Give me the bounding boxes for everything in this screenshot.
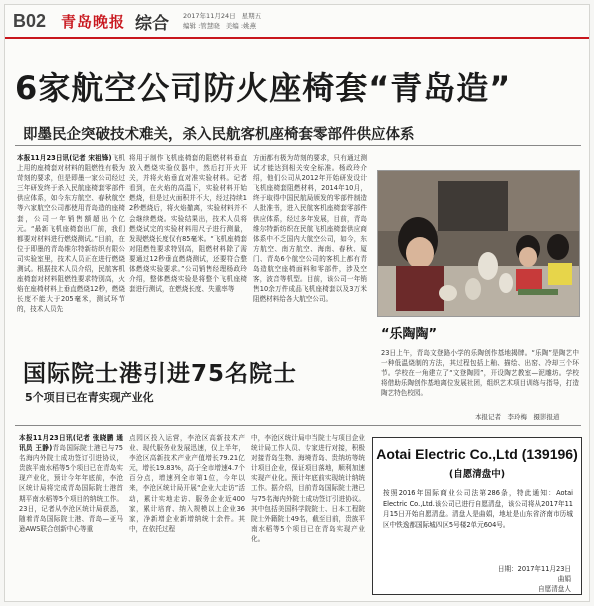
second-text-1: 青岛国际院士港已与75名海内外院士成功签订引进协议，贵族平南水稻等5个项目已在青岛实现产业化，预计今年年底前，李沧区统计局将完成青岛国际院士港首期平南水稻等5个项目的纳统工作。23日，记者从李沧区统计局获悉，随着青岛国际院士港、青岛—亚马逊AWS联合创新中心等重	[19, 444, 123, 533]
issue-meta	[183, 11, 267, 31]
newspaper-logo: 青岛晚报	[61, 12, 126, 31]
second-subheadline: 5个项目已在青实现产业化	[25, 391, 154, 404]
lead-column-2	[129, 153, 247, 353]
page-number: B02	[13, 10, 47, 31]
section-divider	[15, 425, 581, 426]
photo-title: “乐陶陶”	[381, 327, 438, 342]
headline-divider	[15, 145, 581, 146]
issue-date: 2017年11月24日	[183, 12, 236, 20]
issue-weekday: 星期五	[241, 12, 262, 20]
notice-company: Aotai Electric Co.,Ltd (139196)	[376, 446, 578, 462]
lead-text-2: 将用于制作飞机座椅套的阻燃材料垂直放入燃烧实验仪器中，然后打开火开关，并将火焰垂直对准实验材料。记者看到，在火焰的高温下，实验材料开始燃烧，但是过火面积并不大，经过持续12秒燃烧后，将火焰撤离，实验材料并不会继续燃烧。实验结果出，技术人员将燃烧试完的实验材料用尺子进行测量，发现燃烧长度仅有85毫米。“飞机座椅套对阻燃性要求特别高，阻燃材料除了需要通过12秒垂直燃烧测试，还要符合整体燃烧实验要求。”公司销售经理杨政玲介绍，整体燃烧实验是将整个飞机座椅套进行测试，在燃烧长度、失重率等	[129, 154, 247, 294]
lead-byline: 本报11月23日讯(记者 宋祖锋)	[17, 154, 112, 162]
notice-signature	[498, 564, 571, 594]
lead-column-3	[253, 153, 367, 353]
lead-text-1: 飞机上用的座椅套对材料的阻燃性有极为苛刻的要求，但是即墨一家公司经过三年研发终于杀入民航座椅套零部件供应体系，如今东方航空、春秋航空等六家航空公司都使用青岛造的座椅套，公司一年销售额超出个亿元。“最新飞机座椅套出厂前，我们都要对材料进行燃烧测试。”目前，在位于即墨的青岛维尔特新纺织有限公司实验室里，技术人员正在进行燃烧测试。根据技术人员介绍，民航客机座椅套对材料阻燃性要求特别高，火焰在座椅材料上垂直燃烧12秒，燃烧长度不能大于205毫米，测试环节的，技术人员先	[17, 154, 125, 314]
second-text-3: 中，李沧区统计局申当院士与项目企业统计局工作人员、专家进行对接，积极对接青岛生物、海境青岛、贵纳坊等统计项目企业，保证项目落地，顺利加速实现产业化。预计年底前实现统计纳统工作。据介绍，目前青岛国际院士港已与75名海内外院士成功签订引进协议。其中包括美国科学院院士、日本工程院院士外籍院士49名，截至目前，贵族平南水稻等5个项目已在青岛实现产业化。	[251, 434, 365, 543]
designer-credit: 美编 :姚燕	[225, 22, 257, 30]
second-byline: 本报11月23日讯(记者 张晓鹏 通讯员 王静)	[19, 434, 123, 453]
editor-credit: 编辑 :管慧晓	[183, 22, 220, 30]
page-header	[5, 5, 590, 39]
lead-column-1	[17, 153, 125, 353]
photo-credit: 本报记者 李玲梅 摄影报道	[475, 413, 560, 421]
section-name: 综合	[135, 13, 170, 34]
lead-subheadline: 即墨民企突破技术难关，杀入民航客机座椅套零部件供应体系	[23, 127, 415, 143]
second-column-2	[129, 433, 245, 598]
second-column-1	[19, 433, 123, 598]
lead-headline: 6家航空公司防火座椅套“青岛造”	[15, 69, 512, 107]
notice-body: 按照2016年国际商业公司法第286条，特此通知：Aotai Electric Co.,Ltd.该公司已进行自愿清盘，该公司将从2017年11月15日开始自愿清盘。清盘人是曲娟，地址是山东省济南市历城区中铁逸都国际城四区5号楼2单元604号。	[383, 489, 573, 529]
photo-caption: 23日上午，青岛文登路小学的乐陶创作基地揭牌。“乐陶”是陶艺中一种低温烧制的方法，其过程包括上釉、描绘、出窑、冷却三个环节。学校在一角建立了“文登陶园”，开设陶艺教室—泥雕坊。学校将借助乐陶创作基地离位发展社团，组织艺术项目训练与指导，打造陶艺特色校园。	[381, 349, 579, 397]
notice-signer-role: 自愿清盘人	[538, 585, 571, 593]
second-text-2: 点园区投入运营，李沧区高新技术产业、现代服务业发展迅速，仅上半年，李沧区高新技术产业产值增长79.21亿元，增长19.83%，高于全市增速4.7个百分点，增速列全市第1位，今年以来，李沧区统计局开展“企业大走访”活动，累计实地走访、服务企业近400家，累计培育、纳入规模以上企业36家，净新增企业新增纳统十余件。其中，在依托过程	[129, 434, 245, 533]
second-column-3	[251, 433, 365, 598]
notice-status: (自愿清盘中)	[448, 469, 506, 480]
pottery-photo-image	[378, 171, 580, 317]
second-headline: 国际院士港引进75名院士	[23, 361, 298, 387]
newspaper-page	[4, 4, 590, 602]
liquidation-notice	[372, 437, 582, 595]
pottery-photo	[377, 170, 580, 317]
notice-signer: 曲娟	[557, 575, 571, 583]
notice-date: 日期：2017年11月23日	[497, 565, 571, 573]
lead-text-3: 方面都有极为苛刻的要求，只有通过测试才能达到相关安全标准。杨政玲介绍，他们公司从2012年开始研发设计飞机座椅套阻燃材料，2014年10月，终于取得中国民航局颁发的零部件制造人批准书，进入民航客机座椅套零部件供应体系，经过多年发展，目前，青岛维尔特新纺织在民航飞机座椅套供应商体系中不乏国内大航空公司，如今，东方航空、南方航空、海南、春秋、厦门、青岛6个航空公司的客机上都有青岛造航空座椅面料和零部件，涉及空客，波音等机型。目前，该公司一年销售10余万件成品飞机座椅套以及3万米阻燃材料给各大航空公司。	[253, 154, 367, 304]
